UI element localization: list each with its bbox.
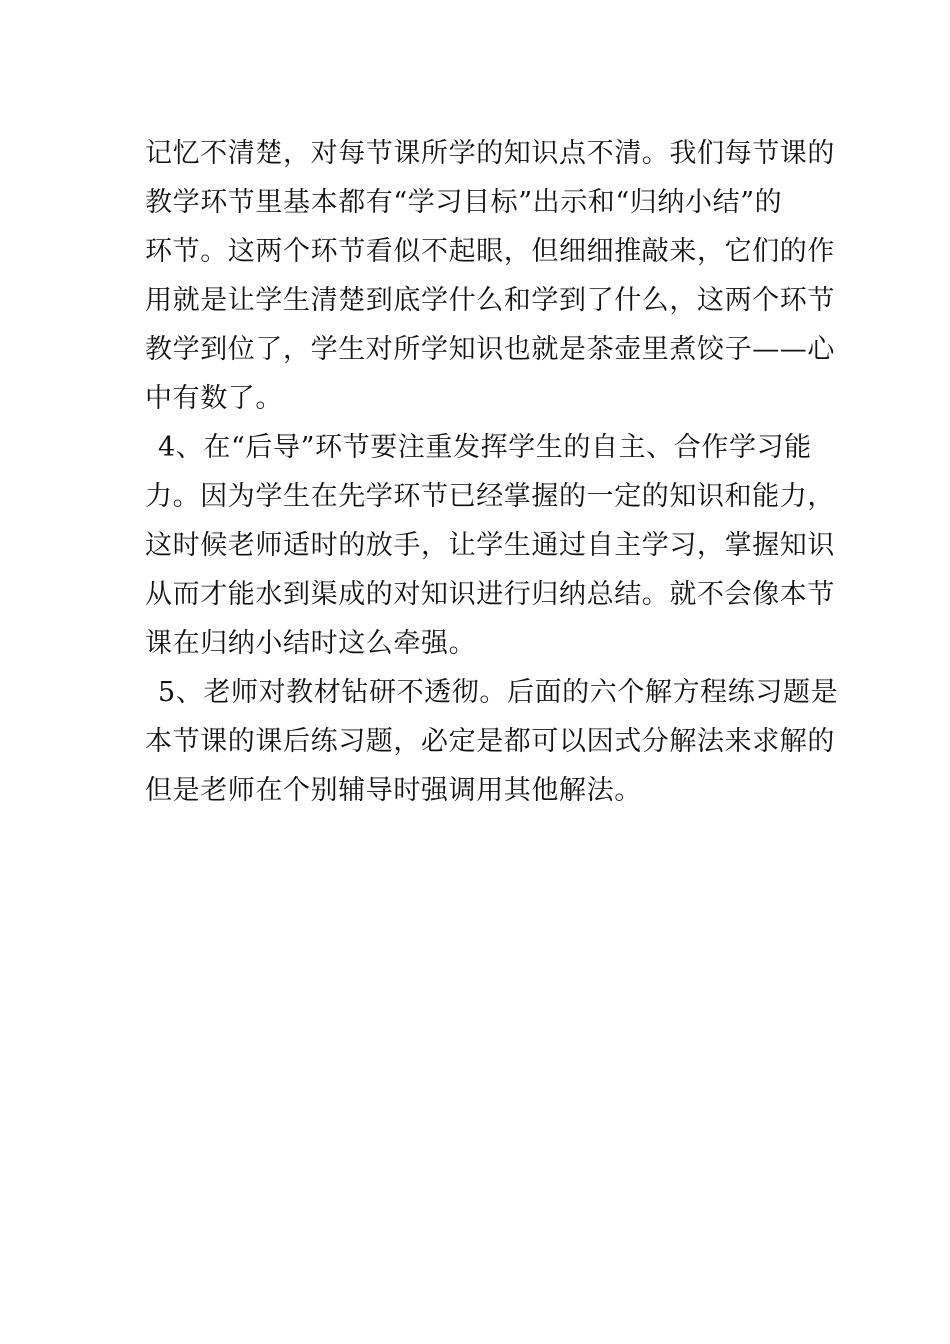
text-line: 用就是让学生清楚到底学什么和学到了什么，这两个环节 (145, 285, 835, 316)
paragraph-4-start: 4、在“后导”环节要注重发挥学生的自主、合作学习能 (158, 432, 812, 463)
document-body (145, 129, 839, 815)
text-line: 记忆不清楚，对每节课所学的知识点不清。我们每节课的 (145, 138, 835, 169)
text-line: 从而才能水到渠成的对知识进行归纳总结。就不会像本节 (145, 579, 835, 610)
text-line: 环节。这两个环节看似不起眼，但细细推敲来，它们的作 (145, 236, 835, 267)
text-line: 中有数了。 (145, 383, 283, 414)
text-line: 教学环节里基本都有“学习目标”出示和“归纳小结”的 (145, 187, 783, 218)
paragraph-5-start: 5、老师对教材钻研不透彻。后面的六个解方程练习题是 (158, 677, 839, 708)
text-line: 教学到位了，学生对所学知识也就是茶壶里煮饺子——心 (145, 334, 835, 365)
text-line: 力。因为学生在先学环节已经掌握的一定的知识和能力， (145, 481, 835, 512)
text-line: 这时候老师适时的放手，让学生通过自主学习，掌握知识 (145, 530, 835, 561)
text-line: 本节课的课后练习题，必定是都可以因式分解法来求解的 (145, 726, 835, 757)
text-line: 但是老师在个别辅导时强调用其他解法。 (145, 775, 642, 806)
text-line: 课在归纳小结时这么牵强。 (145, 628, 477, 659)
